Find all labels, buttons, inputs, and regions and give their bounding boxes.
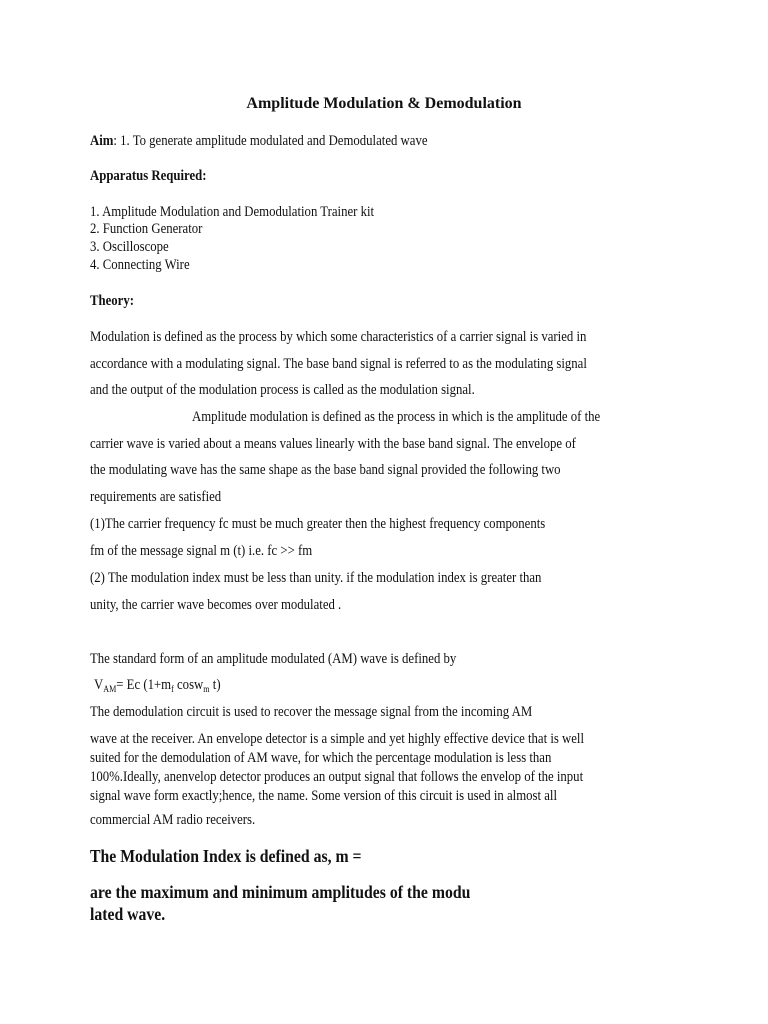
- modulation-index-heading: The Modulation Index is defined as, m =: [90, 846, 362, 866]
- theory-line: accordance with a modulating signal. The base band signal is referred to as the modulating signal: [90, 356, 587, 372]
- theory-line: Modulation is defined as the process by which some characteristics of a carrier signal is varied in: [90, 329, 587, 345]
- apparatus-item: 1. Amplitude Modulation and Demodulation Trainer kit: [90, 204, 375, 220]
- am-formula: $V_{AM}= Ec$ ($1+m_f$ cosw$_m$ t): [94, 677, 221, 694]
- apparatus-heading: Apparatus Required:: [90, 168, 207, 184]
- theory-line: suited for the demodulation of AM wave, for which the percentage modulation is less than: [90, 750, 552, 766]
- theory-line: Amplitude modulation is defined as the process in which is the amplitude of the: [192, 409, 601, 425]
- standard-form-line: The standard form of an amplitude modulated (AM) wave is defined by: [90, 651, 457, 667]
- theory-line: carrier wave is varied about a means values linearly with the base band signal. The envelope of: [90, 436, 576, 452]
- aim-text: : 1. To generate amplitude modulated and Demodulated wave: [113, 133, 428, 149]
- theory-line: unity, the carrier wave becomes over modulated .: [90, 597, 342, 613]
- theory-line: The demodulation circuit is used to recover the message signal from the incoming AM: [90, 704, 533, 720]
- page-title: Amplitude Modulation & Demodulation: [246, 95, 522, 112]
- aim-line: [90, 133, 428, 150]
- theory-line: signal wave form exactly;hence, the name. Some version of this circuit is used in almost all: [90, 788, 558, 804]
- apparatus-item: 4. Connecting Wire: [90, 257, 190, 273]
- theory-line: commercial AM radio receivers.: [90, 812, 256, 828]
- theory-line: (1)The carrier frequency fc must be much greater then the highest frequency components: [90, 516, 546, 532]
- apparatus-item: 2. Function Generator: [90, 221, 203, 237]
- theory-line: and the output of the modulation process is called as the modulation signal.: [90, 382, 475, 398]
- amplitudes-line: lated wave.: [90, 904, 166, 924]
- theory-line: the modulating wave has the same shape as the base band signal provided the following two: [90, 462, 561, 478]
- theory-line: requirements are satisfied: [90, 489, 222, 505]
- amplitudes-line: are the maximum and minimum amplitudes of the modu: [90, 882, 471, 902]
- theory-heading: Theory:: [90, 293, 134, 309]
- apparatus-item: 3. Oscilloscope: [90, 239, 169, 255]
- theory-line: (2) The modulation index must be less than unity. if the modulation index is greater than: [90, 570, 542, 586]
- theory-line: fm of the message signal m (t) i.e. fc >> fm: [90, 543, 313, 559]
- aim-label: Aim: [90, 133, 114, 149]
- theory-line: wave at the receiver. An envelope detector is a simple and yet highly effective device that is well: [90, 731, 585, 747]
- theory-line: 100%.Ideally, anenvelop detector produces an output signal that follows the envelop of the input: [90, 769, 584, 785]
